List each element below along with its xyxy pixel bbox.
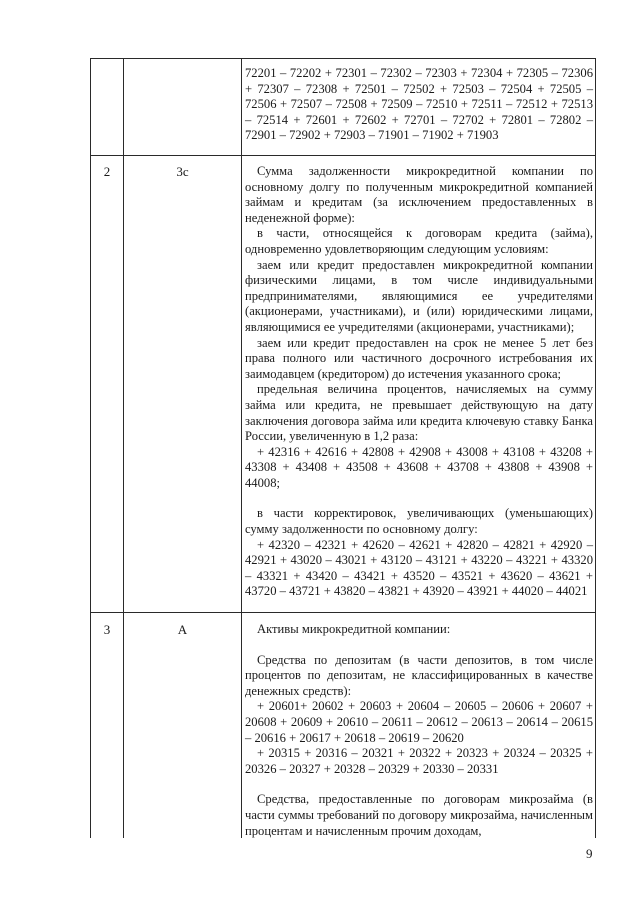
- row-3-description: [245, 622, 593, 839]
- row-3-paragraph-deposits: Средства по депозитам (в части депозитов, в том числе процентов по депозитам, не классифицированных в качестве денежных средств):: [245, 652, 593, 698]
- row-2-paragraph-condition-3: предельная величина процентов, начисляемых на сумму займа или кредита, не превышает действующую на дату заключения договора займа или кредита ключевую ставку Банка России, увеличенную в 1,2 раза:: [245, 382, 593, 444]
- row-divider-1: [90, 155, 595, 156]
- row-3-paragraph-microloans: Средства, предоставленные по договорам микрозайма (в части суммы требований по договору микрозайма, начисленным процентам и начисленным прочим доходам,: [245, 792, 593, 838]
- row-2-paragraph-condition-2: заем или кредит предоставлен на срок не менее 5 лет без права полного или частичного досрочного истребования их заимодавцем (кредитором) до истечения указанного срока;: [245, 335, 593, 381]
- row-2-formula-2: + 42320 – 42321 + 42620 – 42621 + 42820 – 42821 + 42920 – 42921 + 43020 – 43021 + 43120 – 43121 + 43220 – 43221 + 43320 – 43321 + 43420 – 43421 + 43520 – 43521 + 43620 – 43621 + 43720 – 43721 + 43820 – 43821 + 43920 – 43921 + 44020 – 44021: [245, 537, 593, 599]
- row-2-paragraph-intro: Сумма задолженности микрокредитной компании по основному долгу по полученным микрокредитной компанией займам и кредитам (за исключением предоставленных в неденежной форме):: [245, 164, 593, 225]
- row-2-formula-1: + 42316 + 42616 + 42808 + 42908 + 43008 + 43108 + 43208 + 43308 + 43408 + 43508 + 43608 + 43708 + 43808 + 43908 + 44008;: [245, 444, 593, 490]
- row-2-paragraph-contracts: в части, относящейся к договорам кредита (займа), одновременно удовлетворяющим следующим условиям:: [245, 226, 593, 256]
- table-border-right: [595, 58, 596, 838]
- row-1-formula: 72201 – 72202 + 72301 – 72302 – 72303 + 72304 + 72305 – 72306 + 72307 – 72308 + 72501 – 72502 + 72503 – 72504 + 72505 – 72506 + 72507 – 72508 + 72509 – 72510 + 72511 – 72512 + 72513 – 72514 + 72601 + 72602 + 72701 – 72702 + 72801 – 72802 – 72901 – 72902 + 72903 – 71901 – 71902 + 71903: [245, 66, 593, 143]
- row-3-paragraph-assets: Активы микрокредитной компании:: [257, 622, 451, 636]
- table-border-top: [90, 58, 595, 59]
- row-2-code: 3с: [176, 164, 189, 179]
- page-number: 9: [586, 846, 593, 861]
- row-3-number: 3: [103, 622, 111, 637]
- row-3-formula-2: + 20315 + 20316 – 20321 + 20322 + 20323 + 20324 – 20325 + 20326 – 20327 + 20328 – 20329 + 20330 – 20331: [245, 746, 593, 776]
- row-1-description: [245, 66, 593, 144]
- row-2-number: 2: [103, 164, 111, 179]
- row-2-paragraph-condition-1: заем или кредит предоставлен микрокредитной компании физическими лицами, в том числе индивидуальными предпринимателями, являющимися ее учредителями (акционерами, участниками), и (или) юридическими лицами, являющимися ее учредителями (акционерами, участниками);: [245, 257, 593, 334]
- row-3-formula-1: + 20601+ 20602 + 20603 + 20604 – 20605 – 20606 + 20607 + 20608 + 20609 + 20610 – 20611 – 20612 – 20613 – 20614 – 20615 – 20616 + 20617 + 20618 – 20619 – 20620: [245, 699, 593, 745]
- row-divider-2: [90, 612, 595, 613]
- row-3-code: А: [177, 622, 188, 637]
- row-2-description: [245, 164, 593, 600]
- column-divider-2: [241, 58, 242, 838]
- row-2-paragraph-adjustments: в части корректировок, увеличивающих (уменьшающих) сумму задолженности по основному долгу:: [245, 506, 593, 537]
